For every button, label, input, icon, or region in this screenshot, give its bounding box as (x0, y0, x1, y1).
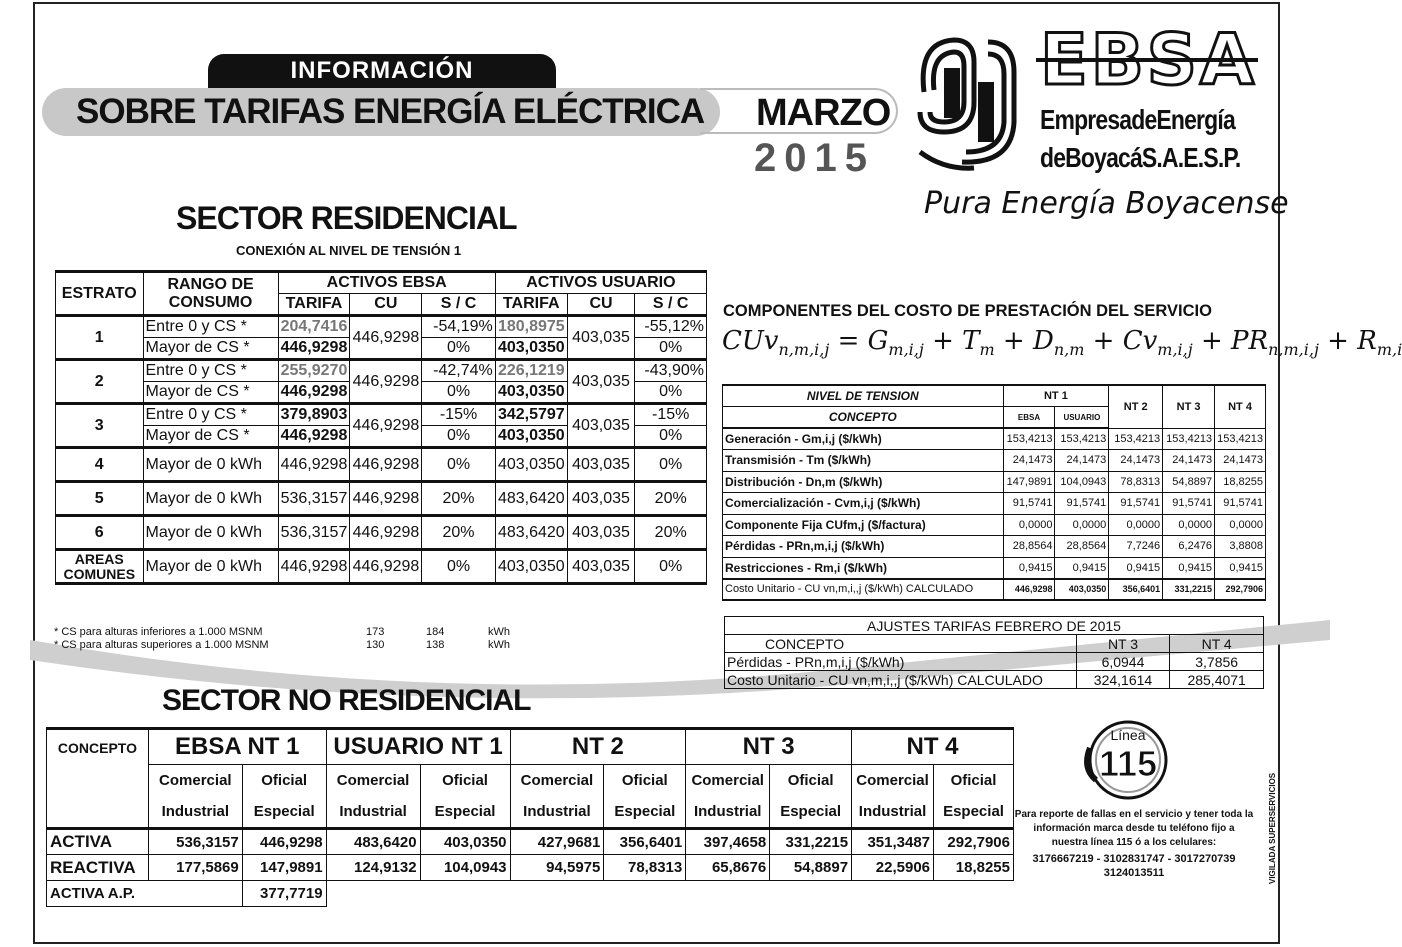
sub-header: Especial (604, 797, 686, 829)
tarifa-cell: 536,3157 (278, 482, 350, 516)
non-residential-table (46, 727, 1014, 907)
sc-cell: -55,12% (635, 316, 707, 338)
sub-header: Oficial (934, 765, 1014, 797)
tarifa-cell: 226,1219 (495, 360, 567, 382)
residential-subtitle: CONEXIÓN AL NIVEL DE TENSIÓN 1 (236, 243, 462, 258)
nivel-tension-header: NIVEL DE TENSION (723, 385, 1004, 407)
reactiva-label: REACTIVA (47, 855, 149, 881)
table-row (47, 829, 1014, 855)
table-row (56, 360, 707, 382)
table-row (47, 855, 1014, 881)
sub-header: Comercial (326, 765, 420, 797)
value-cell: 0,9415 (1163, 557, 1215, 579)
estrato-cell: 3 (56, 404, 144, 448)
page-title: SOBRE TARIFAS ENERGÍA ELÉCTRICA (76, 92, 705, 131)
sc-cell: 0% (422, 426, 495, 448)
concept-label: Generación - Gm,i,j ($/kWh) (723, 428, 1004, 450)
value-cell: 324,1614 (1076, 671, 1170, 689)
nt1-header: NT 1 (1003, 385, 1109, 407)
company-name-line1: EmpresadeEnergía (1040, 104, 1235, 135)
table-row (56, 404, 707, 426)
note-text: * CS para alturas superiores a 1.000 MSNM (54, 639, 269, 651)
residential-table (55, 270, 707, 585)
value-cell: 0,0000 (1055, 514, 1109, 536)
value-cell: 356,6401 (604, 829, 686, 855)
table-row (56, 550, 707, 584)
sub-header: Comercial (852, 765, 934, 797)
sc-cell: 0% (635, 426, 707, 448)
value-cell: 24,1473 (1003, 450, 1055, 472)
tarifa-cell: 403,0350 (495, 426, 567, 448)
tarifa-cell: 204,7416 (278, 316, 350, 338)
value-cell: 28,8564 (1003, 536, 1055, 558)
components-title: COMPONENTES DEL COSTO DE PRESTACIÓN DEL SERVICIO (723, 302, 1212, 320)
value-cell: 153,4213 (1109, 428, 1163, 450)
non-residential-title: SECTOR NO RESIDENCIAL (162, 684, 531, 717)
table-row (723, 514, 1266, 536)
ajustes-nt4-header: NT 4 (1170, 635, 1264, 653)
header-tarifa-usuario: TARIFA (495, 294, 567, 316)
sc-cell: 20% (635, 516, 707, 550)
sc-cell: -42,74% (422, 360, 495, 382)
cu-cell: 403,035 (567, 550, 635, 584)
table-row (47, 881, 1014, 907)
header-tarifa-ebsa: TARIFA (278, 294, 350, 316)
rango-cell: Mayor de CS * (143, 382, 278, 404)
sub-header: Especial (934, 797, 1014, 829)
value-cell: 78,8313 (604, 855, 686, 881)
header-estrato: ESTRATO (56, 272, 144, 316)
value-cell: 18,8255 (934, 855, 1014, 881)
activa-ap-label: ACTIVA A.P. (47, 881, 243, 907)
value-cell: 28,8564 (1055, 536, 1109, 558)
cu-cell: 446,9298 (350, 550, 422, 584)
header-activos-ebsa: ACTIVOS EBSA (278, 272, 495, 294)
cu-cell: 403,035 (567, 482, 635, 516)
tarifa-cell: 536,3157 (278, 516, 350, 550)
activa-label: ACTIVA (47, 829, 149, 855)
rango-cell: Mayor de 0 kWh (143, 482, 278, 516)
value-cell: 24,1473 (1215, 450, 1266, 472)
group-header: NT 4 (852, 729, 1014, 765)
ajustes-title: AJUSTES TARIFAS FEBRERO DE 2015 (725, 617, 1264, 635)
value-cell: 91,5741 (1163, 493, 1215, 515)
tarifa-cell: 483,6420 (495, 516, 567, 550)
cu-cell: 403,035 (567, 516, 635, 550)
value-cell: 153,4213 (1003, 428, 1055, 450)
rango-cell: Mayor de 0 kWh (143, 516, 278, 550)
sub-header: Especial (242, 797, 326, 829)
tarifa-cell: 255,9270 (278, 360, 350, 382)
ebsa-header: EBSA (1003, 407, 1055, 429)
table-row (723, 428, 1266, 450)
value-cell: 397,4658 (686, 829, 770, 855)
value-cell: 7,7246 (1109, 536, 1163, 558)
concept-label: Pérdidas - PRn,m,i,j ($/kWh) (723, 536, 1004, 558)
table-row (56, 516, 707, 550)
estrato-cell: 5 (56, 482, 144, 516)
tarifa-cell: 403,0350 (495, 448, 567, 482)
value-cell: 351,3487 (852, 829, 934, 855)
value-cell: 536,3157 (148, 829, 242, 855)
ajustes-nt3-header: NT 3 (1076, 635, 1170, 653)
tarifa-cell: 403,0350 (495, 338, 567, 360)
sc-cell: -54,19% (422, 316, 495, 338)
value-cell: 292,7906 (934, 829, 1014, 855)
value-cell: 177,5869 (148, 855, 242, 881)
sc-cell: -43,90% (635, 360, 707, 382)
table-row (723, 557, 1266, 579)
nt3-header: NT 3 (1163, 385, 1215, 428)
cu-cell: 446,9298 (350, 360, 422, 404)
cu-cell: 403,035 (567, 360, 635, 404)
table-row (725, 653, 1264, 671)
estrato-cell: AREAS COMUNES (56, 550, 144, 584)
value-cell: 147,9891 (1003, 471, 1055, 493)
group-header: NT 3 (686, 729, 852, 765)
header-cu-usuario: CU (567, 294, 635, 316)
sc-cell: -15% (635, 404, 707, 426)
sub-header: Comercial (148, 765, 242, 797)
value-cell: 0,9415 (1003, 557, 1055, 579)
value-cell: 427,9681 (510, 829, 604, 855)
sub-header: Industrial (510, 797, 604, 829)
cu-cell: 403,035 (567, 404, 635, 448)
slogan: Pura Energía Boyacense (924, 186, 1289, 221)
estrato-cell: 2 (56, 360, 144, 404)
concept-label: Distribución - Dn,m ($/kWh) (723, 471, 1004, 493)
contact-text: nuestra línea 115 ó a los celulares: (1051, 837, 1217, 848)
value-cell: 292,7906 (1215, 579, 1266, 601)
value-cell: 331,2215 (1163, 579, 1215, 601)
table-row (56, 316, 707, 338)
sub-header: Comercial (510, 765, 604, 797)
value-cell: 3,7856 (1170, 653, 1264, 671)
sc-cell: 0% (635, 550, 707, 584)
value-cell: 104,0943 (1055, 471, 1109, 493)
value-cell: 54,8897 (1163, 471, 1215, 493)
value-cell: 104,0943 (420, 855, 510, 881)
sc-cell: 20% (422, 516, 495, 550)
ajustes-concepto-header: CONCEPTO (725, 635, 1077, 653)
contact-info (1014, 808, 1254, 880)
value-cell: 285,4071 (1170, 671, 1264, 689)
sc-cell: 20% (422, 482, 495, 516)
vigilada-label: VIGILADA SUPERSERVICIOS (1268, 772, 1277, 884)
sc-cell: 0% (635, 382, 707, 404)
tarifa-cell: 342,5797 (495, 404, 567, 426)
value-cell: 91,5741 (1215, 493, 1266, 515)
components-table (722, 384, 1266, 601)
table-row (723, 471, 1266, 493)
value-cell: 153,4213 (1163, 428, 1215, 450)
sc-cell: 0% (422, 550, 495, 584)
rango-cell: Mayor de CS * (143, 338, 278, 360)
sc-cell: 0% (635, 338, 707, 360)
contact-phones: 3124013511 (1103, 867, 1165, 879)
ajustes-label: Costo Unitario - CU vn,m,i,,j ($/kWh) CALCULADO (725, 671, 1077, 689)
tarifa-cell: 446,9298 (278, 550, 350, 584)
total-label: Costo Unitario - CU vn,m,i,,j ($/kWh) CALCULADO (723, 579, 1004, 601)
concepto-header: CONCEPTO (47, 729, 149, 829)
ebsa-wordmark (1036, 19, 1258, 101)
sub-header: Oficial (242, 765, 326, 797)
header-rango: RANGO DE CONSUMO (143, 272, 278, 316)
sc-cell: -15% (422, 404, 495, 426)
value-cell: 65,8676 (686, 855, 770, 881)
month-label: MARZO (756, 92, 891, 134)
cu-cell: 403,035 (567, 316, 635, 360)
value-cell: 483,6420 (326, 829, 420, 855)
sub-header: Oficial (420, 765, 510, 797)
header-cu-ebsa: CU (350, 294, 422, 316)
estrato-cell: 6 (56, 516, 144, 550)
info-label: INFORMACIÓN (208, 54, 556, 88)
ebsa-logo-icon (914, 32, 1022, 176)
concept-label: Restricciones - Rm,i ($/kWh) (723, 557, 1004, 579)
svg-text:EBSA: EBSA (1040, 19, 1254, 101)
note-value: 173 (366, 626, 385, 638)
nt4-header: NT 4 (1215, 385, 1266, 428)
note-value: 138 (426, 639, 445, 651)
note-value: 184 (426, 626, 445, 638)
value-cell: 91,5741 (1055, 493, 1109, 515)
note-text: * CS para alturas inferiores a 1.000 MSNM (54, 626, 263, 638)
value-cell: 3,8808 (1215, 536, 1266, 558)
value-cell: 24,1473 (1055, 450, 1109, 472)
residential-title: SECTOR RESIDENCIAL (176, 200, 517, 236)
contact-text: Para reporte de fallas en el servicio y tener toda la (1014, 809, 1254, 820)
sc-cell: 20% (635, 482, 707, 516)
rango-cell: Entre 0 y CS * (143, 316, 278, 338)
sc-cell: 0% (422, 338, 495, 360)
value-cell: 24,1473 (1163, 450, 1215, 472)
tarifa-cell: 403,0350 (495, 550, 567, 584)
cu-cell: 446,9298 (350, 482, 422, 516)
tarifa-cell: 379,8903 (278, 404, 350, 426)
value-cell: 331,2215 (770, 829, 852, 855)
contact-phones: 3176667219 - 3102831747 - 3017270739 (1032, 853, 1236, 865)
rango-cell: Mayor de 0 kWh (143, 448, 278, 482)
value-cell: 403,0350 (1055, 579, 1109, 601)
tarifa-cell: 446,9298 (278, 382, 350, 404)
ajustes-table (724, 616, 1264, 689)
usuario-header: USUARIO (1055, 407, 1109, 429)
rango-cell: Entre 0 y CS * (143, 360, 278, 382)
value-cell: 22,5906 (852, 855, 934, 881)
table-row (723, 493, 1266, 515)
value-cell: 0,0000 (1109, 514, 1163, 536)
value-cell: 0,0000 (1163, 514, 1215, 536)
cu-cell: 446,9298 (350, 316, 422, 360)
company-name-line2: deBoyacáS.A.E.S.P. (1040, 142, 1241, 173)
value-cell: 78,8313 (1109, 471, 1163, 493)
nt2-header: NT 2 (1109, 385, 1163, 428)
contact-text: información marca desde tu teléfono fijo a (1033, 823, 1235, 834)
sc-cell: 0% (422, 448, 495, 482)
ajustes-label: Pérdidas - PRn,m,i,j ($/kWh) (725, 653, 1077, 671)
total-row (723, 579, 1266, 601)
value-cell: 91,5741 (1003, 493, 1055, 515)
sub-header: Especial (770, 797, 852, 829)
rango-cell: Mayor de CS * (143, 426, 278, 448)
header-activos-usuario: ACTIVOS USUARIO (495, 272, 706, 294)
group-header: NT 2 (510, 729, 686, 765)
value-cell: 0,0000 (1003, 514, 1055, 536)
svg-text:Línea: Línea (1110, 727, 1146, 743)
value-cell: 446,9298 (242, 829, 326, 855)
concept-label: Transmisión - Tm ($/kWh) (723, 450, 1004, 472)
value-cell: 153,4213 (1055, 428, 1109, 450)
concept-label: Componente Fija CUfm,j ($/factura) (723, 514, 1004, 536)
table-row (56, 482, 707, 516)
cost-formula: $CUv_{n,m,i,j} = G_{m,i,j} + T_m + D_{n,m} + Cv_{m,i,j} + PR_{n,m,i,j} + R_{m,i}$ (722, 326, 1402, 360)
tarifa-cell: 446,9298 (278, 338, 350, 360)
tarifa-cell: 483,6420 (495, 482, 567, 516)
empty-cell (326, 881, 1013, 907)
rango-cell: Entre 0 y CS * (143, 404, 278, 426)
sc-cell: 0% (635, 448, 707, 482)
value-cell: 6,2476 (1163, 536, 1215, 558)
estrato-cell: 4 (56, 448, 144, 482)
value-cell: 6,0944 (1076, 653, 1170, 671)
sub-header: Especial (420, 797, 510, 829)
value-cell: 147,9891 (242, 855, 326, 881)
cu-cell: 446,9298 (350, 448, 422, 482)
cu-cell: 446,9298 (350, 516, 422, 550)
tarifa-cell: 446,9298 (278, 448, 350, 482)
value-cell: 0,9415 (1215, 557, 1266, 579)
value-cell: 24,1473 (1109, 450, 1163, 472)
value-cell: 124,9132 (326, 855, 420, 881)
estrato-cell: 1 (56, 316, 144, 360)
note-unit: kWh (488, 626, 510, 638)
sub-header: Industrial (148, 797, 242, 829)
concept-label: Comercialización - Cvm,i,j ($/kWh) (723, 493, 1004, 515)
year-label: 2015 (754, 136, 875, 180)
table-row (725, 671, 1264, 689)
value-cell: 0,9415 (1055, 557, 1109, 579)
table-row (723, 450, 1266, 472)
note-value: 130 (366, 639, 385, 651)
tarifa-cell: 180,8975 (495, 316, 567, 338)
value-cell: 94,5975 (510, 855, 604, 881)
cu-cell: 446,9298 (350, 404, 422, 448)
tarifa-cell: 446,9298 (278, 426, 350, 448)
table-row (56, 448, 707, 482)
group-header: USUARIO NT 1 (326, 729, 510, 765)
sub-header: Oficial (604, 765, 686, 797)
value-cell: 153,4213 (1215, 428, 1266, 450)
value-cell: 403,0350 (420, 829, 510, 855)
line-115-icon (1082, 718, 1174, 802)
note-unit: kWh (488, 639, 510, 651)
svg-text:115: 115 (1098, 743, 1158, 784)
value-cell: 91,5741 (1109, 493, 1163, 515)
sub-header: Industrial (686, 797, 770, 829)
table-row (723, 536, 1266, 558)
value-cell: 446,9298 (1003, 579, 1055, 601)
value-cell: 356,6401 (1109, 579, 1163, 601)
tarifa-cell: 403,0350 (495, 382, 567, 404)
sub-header: Oficial (770, 765, 852, 797)
value-cell: 0,0000 (1215, 514, 1266, 536)
concepto-header: CONCEPTO (723, 407, 1004, 429)
header-sc-ebsa: S / C (422, 294, 495, 316)
header-sc-usuario: S / C (635, 294, 707, 316)
value-cell: 377,7719 (242, 881, 326, 907)
group-header: EBSA NT 1 (148, 729, 326, 765)
value-cell: 18,8255 (1215, 471, 1266, 493)
value-cell: 54,8897 (770, 855, 852, 881)
sub-header: Industrial (852, 797, 934, 829)
value-cell: 0,9415 (1109, 557, 1163, 579)
sub-header: Industrial (326, 797, 420, 829)
sc-cell: 0% (422, 382, 495, 404)
cu-cell: 403,035 (567, 448, 635, 482)
rango-cell: Mayor de 0 kWh (143, 550, 278, 584)
sub-header: Comercial (686, 765, 770, 797)
